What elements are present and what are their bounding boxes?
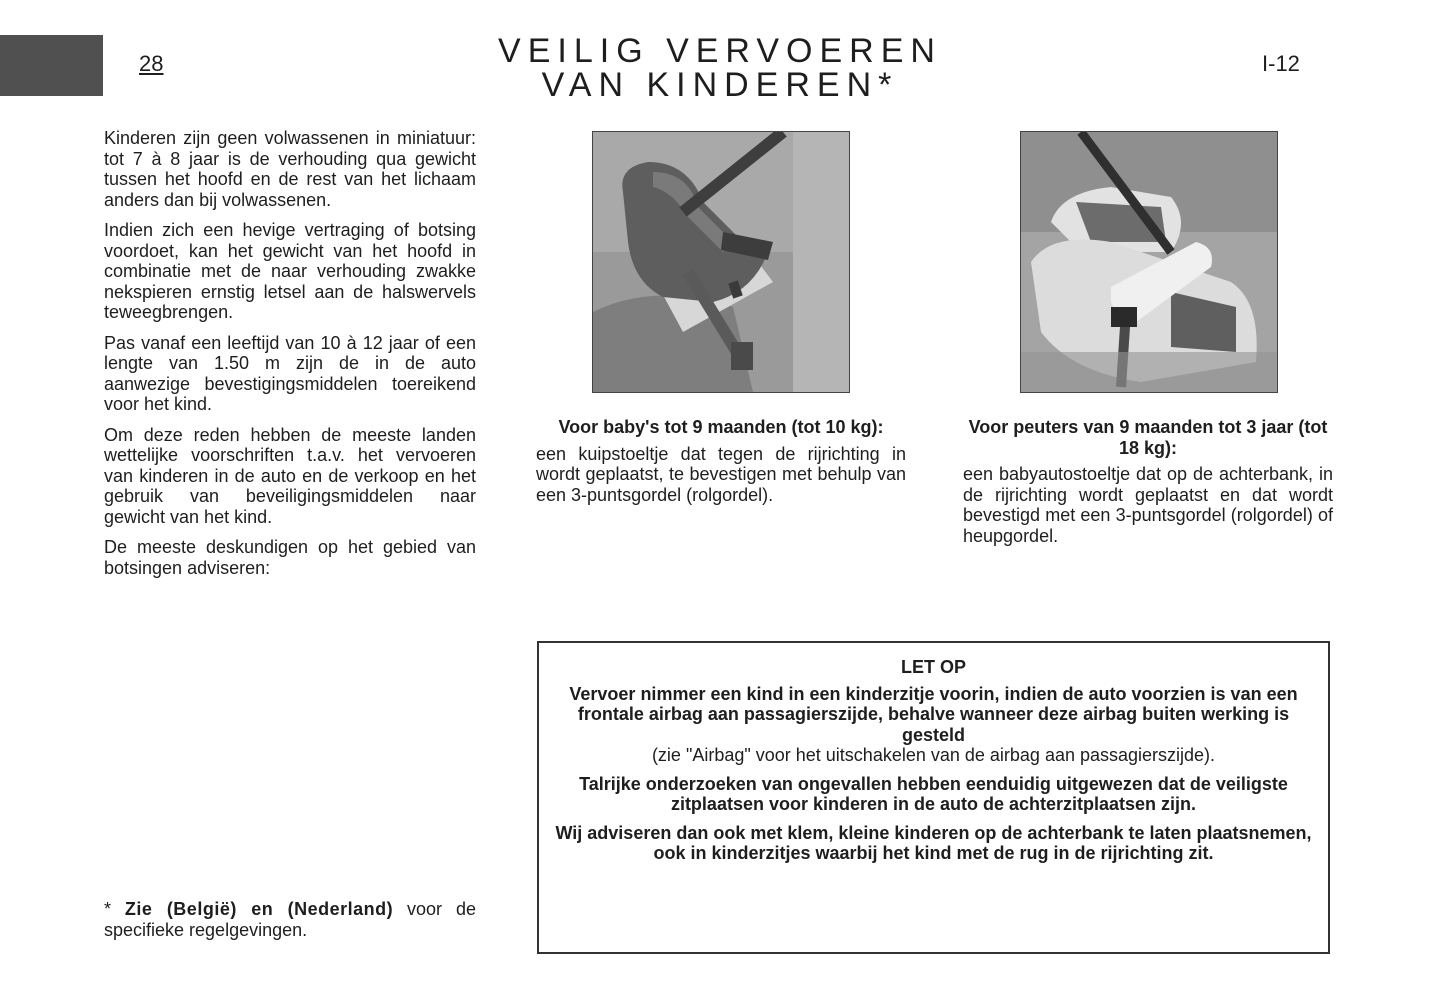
warning-research: Talrijke onderzoeken van ongevallen hebben eenduidig uitgewezen dat de veiligste zitplaatsen voor kinderen in de auto de achterzitplaatsen zijn. <box>579 773 1288 814</box>
paragraph: Kinderen zijn geen volwassenen in miniatuur: tot 7 à 8 jaar is de verhouding qua gewicht tussen het hoofd en de rest van het lichaam anders dan bij volwassenen. <box>104 128 476 210</box>
footnote-text: voor de specifieke regelgevingen. <box>104 899 476 940</box>
intro-text <box>104 128 476 588</box>
infant-caption-title: Voor baby's tot 9 maanden (tot 10 kg): <box>558 417 884 437</box>
toddler-caption-title: Voor peuters van 9 maanden tot 3 jaar (tot 18 kg): <box>968 417 1328 458</box>
infant-caption-text: een kuipstoeltje dat tegen de rijrichting in wordt geplaatst, te bevestigen met behulp van een 3-puntsgordel (rolgordel). <box>536 443 906 505</box>
warning-advice: Wij adviseren dan ook met klem, kleine kinderen op de achterbank te laten plaatsnemen, ook in kinderzitjes waarbij het kind met de rug in de rijrichting zit. <box>555 822 1312 863</box>
footnote-bold: Zie (België) en (Nederland) <box>124 899 394 919</box>
warning-airbag: Vervoer nimmer een kind in een kinderzitje voorin, indien de auto voorzien is van een frontale airbag aan passagierszijde, behalve wanneer deze airbag buiten werking is gesteld <box>569 683 1298 745</box>
paragraph: Indien zich een hevige vertraging of botsing voordoet, kan het gewicht van het hoofd in combinatie met de naar verhouding zwakke nekspieren ernstig letsel aan de halswervels teweegbrengen. <box>104 220 476 322</box>
paragraph: De meeste deskundigen op het gebied van botsingen adviseren: <box>104 537 476 578</box>
paragraph: Pas vanaf een leeftijd van 10 à 12 jaar of een lengte van 1.50 m zijn de in de auto aanwezige bevestigingsmiddelen toereikend voor het kind. <box>104 332 476 414</box>
warning-heading: LET OP <box>900 657 966 677</box>
toddler-caption-text: een babyautostoeltje dat op de achterbank, in de rijrichting wordt geplaatst en dat wordt bevestigd met een 3-puntsgordel (rolgordel) of heupgordel. <box>963 464 1333 546</box>
infant-caption <box>536 417 906 505</box>
footnote-marker: * <box>104 899 125 919</box>
infant-seat-photo <box>592 131 850 393</box>
page-number: 28 <box>139 51 164 76</box>
toddler-seat-photo <box>1020 131 1278 393</box>
footnote <box>104 899 476 940</box>
page-title <box>380 34 1060 102</box>
warning-box <box>537 641 1330 954</box>
chapter-tab <box>0 35 103 96</box>
title-line-1: VEILIG VERVOEREN <box>498 32 942 70</box>
warning-airbag-note: (zie "Airbag" voor het uitschakelen van de airbag aan passagierszijde). <box>651 745 1216 765</box>
page-code: I-12 <box>1262 51 1300 76</box>
title-line-2: VAN KINDEREN* <box>541 66 899 104</box>
paragraph: Om deze reden hebben de meeste landen wettelijke voorschriften t.a.v. het vervoeren van kinderen in de auto en de verkoop en het gebruik van beveiligingsmiddelen naar gewicht van het kind. <box>104 424 476 527</box>
toddler-caption <box>963 417 1333 546</box>
